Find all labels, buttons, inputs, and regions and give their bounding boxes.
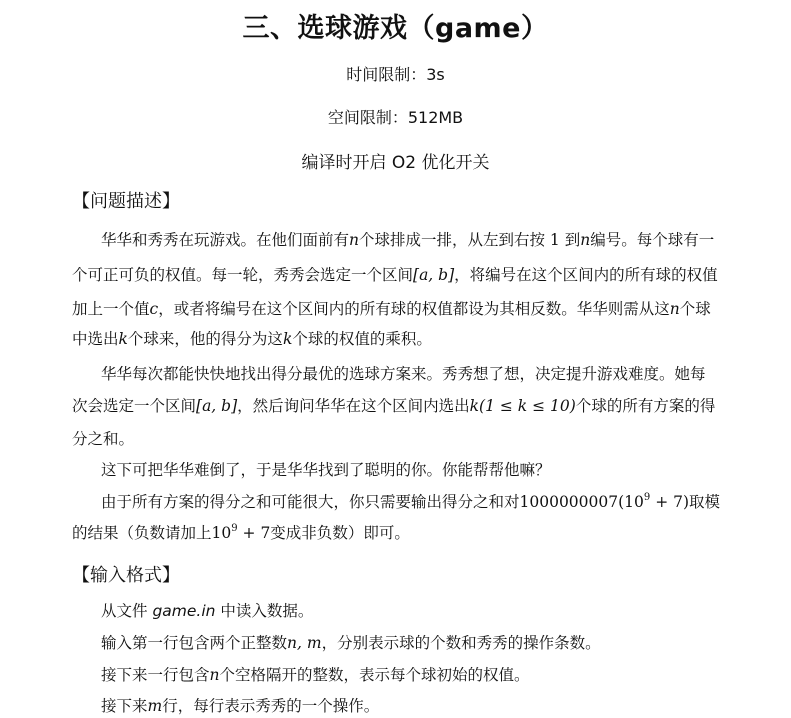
description-line: 的结果（负数请加上$10^9 + 7$变成非负数）即可。 (72, 523, 410, 542)
description-line: 加上一个值c，或者将编号在这个区间内的所有球的权值都设为其相反数。华华则需从这n个球 (72, 300, 711, 318)
description-line: 分之和。 (72, 430, 135, 448)
input-line: 输入第一行包含两个正整数n, m，分别表示球的个数和秀秀的操作条数。 (101, 634, 601, 652)
description-line: 华华和秀秀在玩游戏。在他们面前有n个球排成一排，从左到右按 1 到n编号。每个球有一 (101, 231, 715, 249)
description-line: 华华每次都能快快地找出得分最优的选球方案来。秀秀想了想，决定提升游戏难度。她每 (101, 365, 706, 383)
input-line: 接下来一行包含n个空格隔开的整数，表示每个球初始的权值。 (101, 666, 530, 684)
input-line: 从文件 game.in 中读入数据。 (101, 602, 314, 620)
description-line: 由于所有方案的得分之和可能很大，你只需要输出得分之和对$1000000007(10^9 + 7)$取模 (101, 492, 721, 511)
time-limit: 时间限制：3s (346, 65, 445, 84)
space-limit: 空间限制：512MB (327, 108, 464, 127)
description-line: 中选出k个球来，他的得分为这k个球的权值的乘积。 (72, 330, 432, 348)
description-line: 这下可把华华难倒了，于是华华找到了聪明的你。你能帮帮他嘛？ (101, 461, 551, 479)
description-line: 次会选定一个区间[a, b]，然后询问华华在这个区间内选出k(1 ≤ k ≤ 10)个球的所有方案的得 (72, 397, 716, 415)
input-line: 接下来m行，每行表示秀秀的一个操作。 (101, 697, 380, 715)
o2-switch-note: 编译时开启 O2 优化开关 (301, 153, 490, 173)
description-line: 个可正可负的权值。每一轮，秀秀会选定一个区间[a, b]，将编号在这个区间内的所有球的权值 (72, 266, 718, 284)
problem-title: 三、选球游戏（game） (242, 13, 549, 44)
input-format-header: 【输入格式】 (72, 565, 180, 586)
description-header: 【问题描述】 (72, 191, 180, 212)
